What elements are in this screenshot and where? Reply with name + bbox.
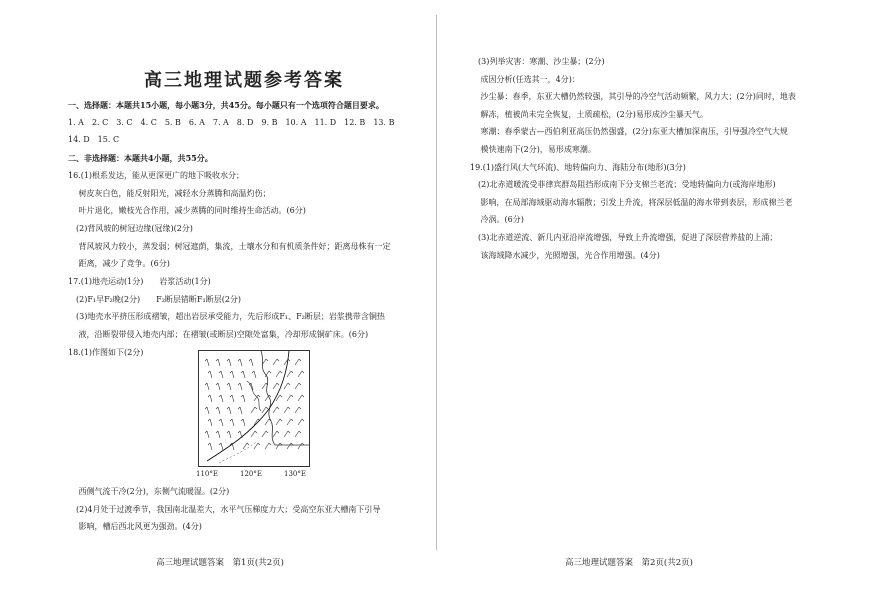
- answer-line: 西侧气流干冷(2分)，东侧气流暖湿。(2分): [68, 487, 230, 496]
- wind-barb: [205, 359, 209, 366]
- wind-barb: [295, 407, 301, 413]
- wind-barb: [238, 359, 242, 366]
- wind-map-svg: [199, 351, 309, 466]
- wind-barb: [295, 383, 301, 389]
- answer-line: 一、选择题：本题共15小题，每小题3分，共45分。每小题只有一个选项符合题目要求。: [68, 100, 384, 110]
- footer-page-1: 高三地理试题答案 第1页(共2页): [156, 558, 284, 568]
- answer-line: 模快速南下(2分)，易形成寒潮。: [470, 145, 596, 154]
- axis-label-110e: 110°E: [196, 470, 218, 478]
- coastline: [261, 351, 309, 445]
- answer-line: 叶片退化，嫩枝光合作用，减少蒸腾的同时维持生命活动。(6分): [68, 206, 306, 216]
- wind-barb: [284, 407, 290, 413]
- wind-barb: [208, 443, 212, 450]
- answer-line: (3)地壳水平挤压形成褶皱，超出岩层承受能力，先后形成F₁、F₂断层；岩浆携带含铜热: [68, 312, 385, 322]
- wind-barb: [298, 419, 304, 425]
- wind-barb: [276, 443, 282, 449]
- answer-line: 背风坡风力较小，蒸发弱；树冠遮荫，集流，土壤水分和有机质条件好；距离母株有一定: [68, 241, 391, 251]
- wind-barb: [219, 443, 223, 450]
- answer-line: (3)列举灾害：寒潮、沙尘暴；(2分): [470, 57, 605, 66]
- wind-barb: [284, 383, 290, 389]
- wind-barb: [205, 407, 209, 414]
- page-title: 高三地理试题参考答案: [144, 70, 344, 91]
- wind-barb: [262, 359, 268, 365]
- wind-barb: [273, 383, 279, 389]
- wind-barb: [208, 395, 212, 402]
- answer-line: 14. D 15. C: [68, 135, 120, 145]
- answer-line: (2)4月处于过渡季节，我国南北温差大，水平气压梯度力大；受高空东亚大槽南下引导: [68, 504, 381, 514]
- wind-barb: [238, 407, 242, 414]
- wind-barb: [219, 395, 223, 402]
- wind-barb: [273, 431, 279, 437]
- wind-barb: [243, 443, 249, 449]
- wind-barb: [219, 419, 223, 426]
- wind-barb: [276, 371, 282, 377]
- wind-barb: [208, 371, 212, 378]
- wind-barb: [287, 371, 293, 377]
- answer-line: 二、非选择题：本题共4小题，共55分。: [68, 153, 213, 164]
- wind-barb: [254, 443, 260, 449]
- wind-barb: [241, 419, 245, 426]
- wind-barb: [298, 443, 304, 449]
- wind-barb: [205, 431, 209, 438]
- wind-barb: [284, 431, 290, 437]
- answer-line: 寒潮：春季蒙古—西伯利亚高压仍然强盛，(2分)东亚大槽加深南压，引导强冷空气大规: [470, 127, 788, 137]
- answer-line: (2)背风坡的树冠边缘(冠缘)(2分): [68, 223, 193, 233]
- wind-barb: [205, 383, 209, 390]
- answer-line: 液，沿断裂带侵入地壳内部；在褶皱(或断层)空隙处富集，冷却形成铜矿床。(6分): [68, 330, 369, 340]
- wind-barb: [287, 395, 293, 401]
- wind-barb: [287, 419, 293, 425]
- page-divider: [436, 15, 437, 550]
- wind-barb: [298, 371, 304, 377]
- wind-barb: [273, 407, 279, 413]
- answer-line: 1. A 2. C 3. C 4. C 5. B 6. A 7. A 8. D 9. B 10. A 11. D 12. B 13. B: [68, 117, 395, 127]
- wind-barb: [230, 419, 234, 426]
- answer-line: (2)F₁早F₂晚(2分) F₂断层错断F₁断层(2分): [68, 294, 242, 304]
- wind-barb: [238, 383, 242, 390]
- answer-line: 19.(1)盛行风(大气环流)、地转偏向力、海陆分布(地形)(3分): [470, 162, 686, 172]
- wind-barb: [227, 407, 231, 414]
- answer-line: 该海域降水减少，光照增强，光合作用增强。(4分): [470, 250, 660, 260]
- wind-barb: [230, 371, 234, 378]
- wind-barb: [265, 371, 271, 377]
- answer-line: (2)北赤道暖流受菲律宾群岛阻挡形成南下分支棉兰老流；受地转偏向力(或海岸地形): [470, 180, 776, 190]
- footer-page-2: 高三地理试题答案 第2页(共2页): [565, 558, 693, 568]
- wind-barb: [265, 443, 271, 449]
- wind-barb: [273, 359, 279, 365]
- wind-barb: [227, 383, 231, 390]
- axis-label-120e: 120°E: [240, 470, 262, 478]
- wind-barb: [252, 371, 256, 378]
- wind-barb: [216, 383, 220, 390]
- answer-line: 影响，在局部海域驱动海水辐散；引发上升流，将深层低温的海水带到表层，形成棉兰老: [470, 197, 793, 207]
- wind-barb: [254, 395, 260, 401]
- wind-barb: [219, 371, 223, 378]
- wind-barb: [208, 419, 212, 426]
- wind-barb: [276, 419, 282, 425]
- answer-line: 18.(1)作图如下(2分): [68, 347, 144, 357]
- wind-map-figure: [198, 350, 310, 467]
- wind-barb: [227, 431, 231, 438]
- wind-barb: [241, 395, 245, 402]
- answer-line: 16.(1)根系发达，能从更深更广的地下吸收水分；: [68, 170, 245, 180]
- axis-label-130e: 130°E: [284, 470, 306, 478]
- answer-line: (3)北赤道逆流、新几内亚沿岸流增强，导致上升流增强，促进了深层营养盐的上涌；: [470, 233, 778, 242]
- wind-barb: [216, 407, 220, 414]
- answer-line: 树皮灰白色，能反射阳光，减轻水分蒸腾和高温灼伤；: [68, 188, 271, 198]
- wind-barb: [295, 431, 301, 437]
- answer-line: 影响，槽后西北风更为强劲。(4分): [68, 522, 202, 531]
- wind-barb: [241, 371, 245, 378]
- wind-barb: [265, 419, 271, 425]
- answer-line: 17.(1)地壳运动(1分) 岩浆活动(1分): [68, 277, 211, 286]
- wind-barb: [230, 395, 234, 402]
- wind-barb: [298, 395, 304, 401]
- wind-barb: [251, 431, 257, 437]
- answer-line: 成因分析(任选其一，4分)：: [470, 74, 580, 84]
- answer-line: 距离，减少了竞争。(6分): [68, 259, 170, 269]
- wind-barb: [230, 443, 234, 450]
- wind-barb: [254, 419, 260, 425]
- wind-barb: [216, 359, 220, 366]
- wind-barb: [238, 431, 242, 438]
- wind-barb: [216, 431, 220, 438]
- shelf-contour: [219, 441, 257, 463]
- answer-line: 解冻，植被尚未完全恢复，土质疏松，(2分)易形成沙尘暴天气。: [470, 109, 708, 119]
- wind-barb: [251, 407, 257, 413]
- wind-barbs: [205, 359, 304, 450]
- answer-line: 冷涡。(6分): [470, 215, 524, 225]
- wind-barb: [262, 431, 268, 437]
- wind-barb: [249, 359, 253, 366]
- answer-line: 沙尘暴：春季，东亚大槽仍然较强，其引导的冷空气活动频繁，风力大；(2分)同时，地表: [470, 92, 796, 102]
- wind-barb: [295, 359, 301, 365]
- wind-barb: [287, 443, 293, 449]
- wind-barb: [227, 359, 231, 366]
